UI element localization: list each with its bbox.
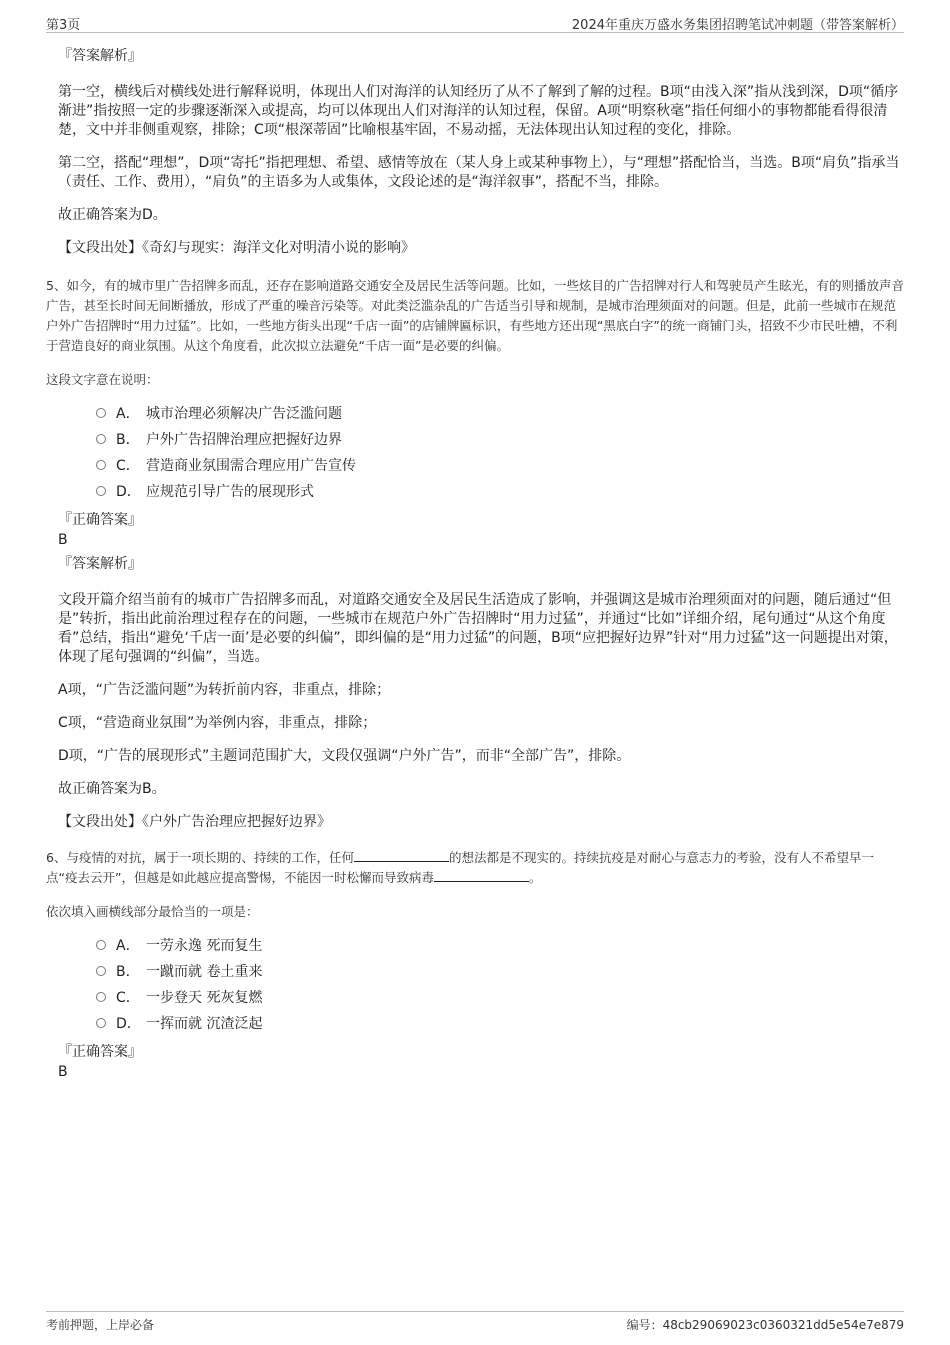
analysis-label: 『答案解析』 xyxy=(58,556,142,572)
option-letter: A． xyxy=(116,406,140,422)
option-letter: C． xyxy=(116,990,140,1006)
option-letter: D． xyxy=(116,484,141,500)
option-text: 营造商业氛围需合理应用广告宣传 xyxy=(146,458,356,474)
blank-line xyxy=(434,869,529,882)
option-c[interactable] xyxy=(96,984,904,1010)
option-text: 一步登天 死灰复燃 xyxy=(146,990,263,1006)
page-footer xyxy=(46,1311,904,1334)
option-c[interactable] xyxy=(96,452,904,478)
radio-icon[interactable] xyxy=(96,486,106,496)
source-citation: 【文段出处】《户外广告治理应把握好边界》 xyxy=(58,814,331,830)
options-list xyxy=(96,932,904,1036)
option-b[interactable] xyxy=(96,958,904,984)
source-citation: 【文段出处】《奇幻与现实：海洋文化对明清小说的影响》 xyxy=(58,240,415,256)
analysis-conclusion: 故正确答案为B。 xyxy=(58,781,166,797)
radio-icon[interactable] xyxy=(96,434,106,444)
option-letter: B． xyxy=(116,964,140,980)
analysis-paragraph: 第二空，搭配“理想”，D项“寄托”指把理想、希望、感情等放在（某人身上或某种事物上），与“理想”搭配恰当，当选。B项“肩负”指承当（责任、工作、费用），“肩负”的主语多为人或集体，文段论述的是“海洋叙事”，搭配不当，排除。 xyxy=(58,155,900,190)
option-d[interactable] xyxy=(96,478,904,504)
radio-icon[interactable] xyxy=(96,460,106,470)
radio-icon[interactable] xyxy=(96,966,106,976)
option-text: 户外广告招牌治理应把握好边界 xyxy=(146,432,342,448)
q6-answer-block xyxy=(46,1042,904,1082)
analysis-paragraph: A项，“广告泛滥问题”为转折前内容，非重点，排除； xyxy=(58,682,391,698)
analysis-paragraph: D项，“广告的展现形式”主题词范围扩大，文段仅强调“户外广告”，而非“全部广告”，排除。 xyxy=(58,748,631,764)
analysis-paragraph: 文段开篇介绍当前有的城市广告招牌多而乱，对道路交通安全及居民生活造成了影响，并强调这是城市治理须面对的问题，随后通过“但是”转折，指出此前治理过程存在的问题，一些城市在规范户外广告招牌时“用力过猛”，并通过“比如”详细介绍，尾句通过“从这个角度看”总结，指出“避免‘千店一面’是必要的纠偏”，即纠偏的是“用力过猛”的问题，B项“应把握好边界”针对“用力过猛”这一问题提出对策，体现了尾句强调的“纠偏”，当选。 xyxy=(58,592,898,665)
question-stem xyxy=(46,848,904,888)
question-prompt: 依次填入画横线部分最恰当的一项是： xyxy=(46,904,259,919)
option-text: 应规范引导广告的展现形式 xyxy=(146,484,314,500)
option-letter: A． xyxy=(116,938,140,954)
correct-answer-value: B xyxy=(58,1064,68,1080)
option-letter: C． xyxy=(116,458,140,474)
question-6 xyxy=(46,848,904,1082)
radio-icon[interactable] xyxy=(96,992,106,1002)
page-number: 第3页 xyxy=(46,18,81,33)
option-b[interactable] xyxy=(96,426,904,452)
document-serial: 编号：48cb29069023c0360321dd5e54e7e879 xyxy=(626,1318,904,1332)
option-text: 一劳永逸 死而复生 xyxy=(146,938,263,954)
radio-icon[interactable] xyxy=(96,940,106,950)
option-letter: D． xyxy=(116,1016,141,1032)
option-text: 城市治理必须解决广告泛滥问题 xyxy=(146,406,342,422)
page-header xyxy=(46,12,904,33)
stem-text: 的想法都是不现实的。持续抗疫是对耐心与意志力的考验，没有人不希望早一点“疫去云开”，但越是如此越应提高警惕，不能因一时松懈而导致病毒 xyxy=(46,850,874,885)
correct-answer-value: B xyxy=(58,532,68,548)
question-stem: 5、如今，有的城市里广告招牌多而乱，还存在影响道路交通安全及居民生活等问题。比如，一些炫目的广告招牌对行人和驾驶员产生眩光，有的则播放声音广告，甚至长时间无间断播放，形成了严重的噪音污染等。对此类泛滥杂乱的广告适当引导和规制，是城市治理须面对的问题。但是，此前一些城市在规范户外广告招牌时“用力过猛”。比如，一些地方街头出现“千店一面”的店铺牌匾标识，有些地方还出现“黑底白字”的统一商铺门头，招致不少市民吐槽，不利于营造良好的商业氛围。从这个角度看，此次拟立法避免“千店一面”是必要的纠偏。 xyxy=(46,278,904,353)
blank-line xyxy=(354,849,449,862)
footer-slogan: 考前押题，上岸必备 xyxy=(46,1318,155,1332)
option-a[interactable] xyxy=(96,400,904,426)
analysis-paragraph: C项，“营造商业氛围”为举例内容，非重点，排除； xyxy=(58,715,377,731)
option-d[interactable] xyxy=(96,1010,904,1036)
q4-analysis xyxy=(46,46,904,258)
question-prompt: 这段文字意在说明： xyxy=(46,372,159,387)
stem-text: 6、与疫情的对抗，属于一项长期的、持续的工作，任何 xyxy=(46,850,354,865)
analysis-conclusion: 故正确答案为D。 xyxy=(58,207,167,223)
option-text: 一蹴而就 卷土重来 xyxy=(146,964,263,980)
question-5 xyxy=(46,276,904,832)
option-a[interactable] xyxy=(96,932,904,958)
option-letter: B． xyxy=(116,432,140,448)
q5-answer-block xyxy=(46,510,904,832)
analysis-paragraph: 第一空，横线后对横线处进行解释说明，体现出人们对海洋的认知经历了从不了解到了解的过程。B项“由浅入深”指从浅到深，D项“循序渐进”指按照一定的步骤逐渐深入或提高，均可以体现出人们对海洋的认知过程，保留。A项“明察秋毫”指任何细小的事物都能看得很清楚，文中并非侧重观察，排除；C项“根深蒂固”比喻根基牢固，不易动摇，无法体现出认知过程的变化，排除。 xyxy=(58,84,899,138)
option-text: 一挥而就 沉渣泛起 xyxy=(146,1016,263,1032)
radio-icon[interactable] xyxy=(96,408,106,418)
radio-icon[interactable] xyxy=(96,1018,106,1028)
correct-answer-label: 『正确答案』 xyxy=(58,1044,142,1060)
correct-answer-label: 『正确答案』 xyxy=(58,512,142,528)
stem-text: 。 xyxy=(528,870,542,885)
analysis-label: 『答案解析』 xyxy=(58,48,142,64)
document-title: 2024年重庆万盛水务集团招聘笔试冲刺题（带答案解析） xyxy=(571,18,904,33)
page-content xyxy=(46,42,904,1082)
options-list xyxy=(96,400,904,504)
